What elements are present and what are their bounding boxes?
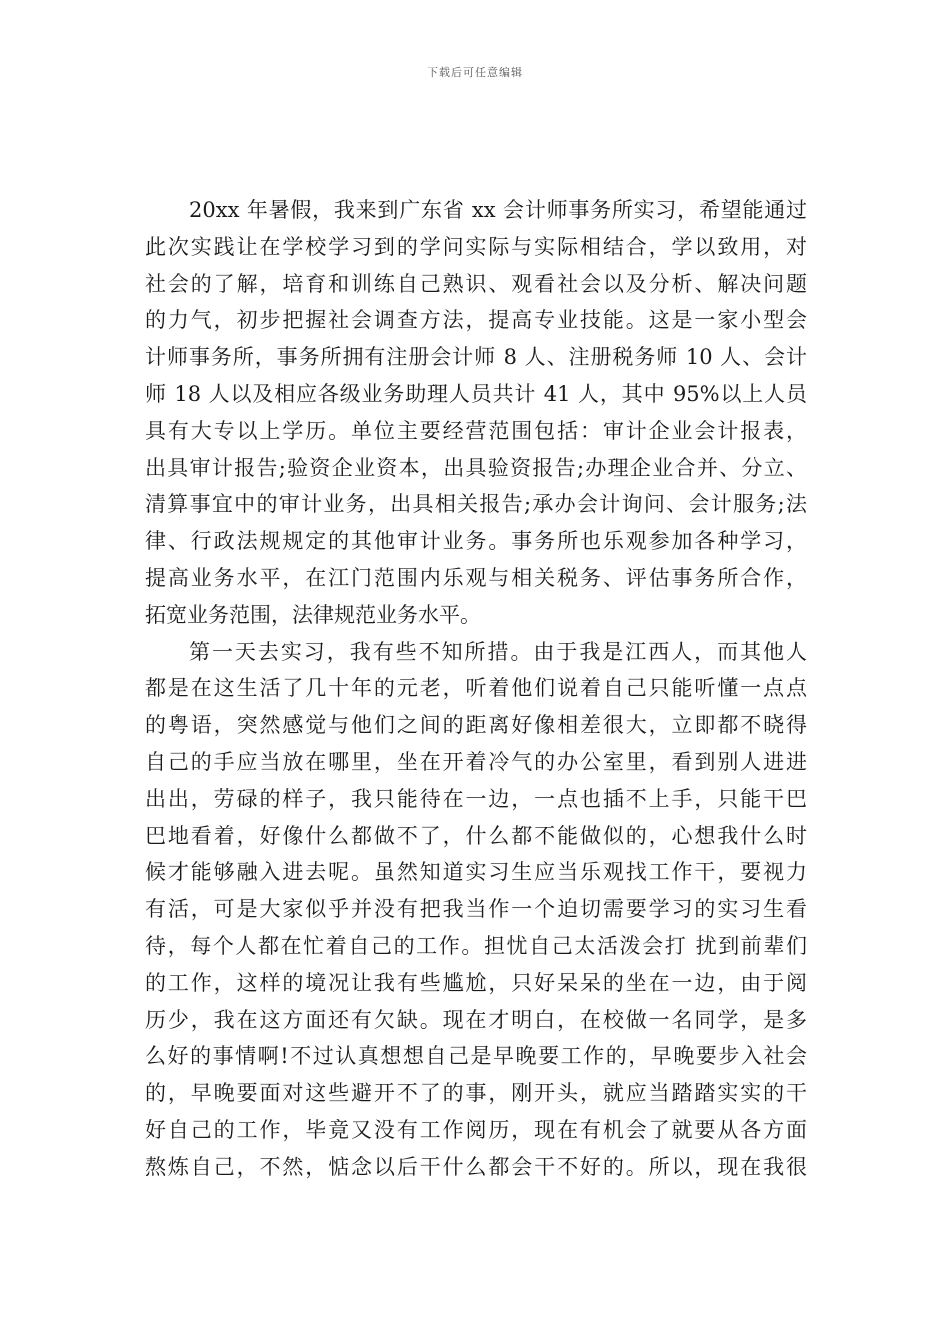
paragraph-line: 计师事务所，事务所拥有注册会计师 8 人、注册税务师 10 人、会计 xyxy=(145,345,807,370)
paragraph-line: 具有大专以上学历。单位主要经营范围包括：审计企业会计报表， xyxy=(145,418,807,443)
paragraph-2 xyxy=(145,634,807,1186)
paragraph-line: 的力气，初步把握社会调查方法，提高专业技能。这是一家小型会 xyxy=(145,308,807,333)
paragraph-line: 待，每个人都在忙着自己的工作。担忧自己太活泼会打 扰到前辈们 xyxy=(145,933,807,958)
paragraph-line: 出具审计报告;验资企业资本，出具验资报告;办理企业合并、分立、 xyxy=(145,455,807,480)
paragraph-line: 熬炼自己，不然，惦念以后干什么都会干不好的。所以，现在我很 xyxy=(145,1154,807,1179)
paragraph-line: 都是在这生活了几十年的元老，听着他们说着自己只能听懂一点点 xyxy=(145,676,807,701)
paragraph-line: 历少，我在这方面还有欠缺。现在才明白，在校做一名同学，是多 xyxy=(145,1007,807,1032)
paragraph-line: 律、行政法规规定的其他审计业务。事务所也乐观参加各种学习， xyxy=(145,529,807,554)
paragraph-line: 清算事宜中的审计业务，出具相关报告;承办会计询问、会计服务;法 xyxy=(145,492,807,517)
paragraph-line: 的工作，这样的境况让我有些尴尬，只好呆呆的坐在一边，由于阅 xyxy=(145,970,807,995)
paragraph-line: 候才能够融入进去呢。虽然知道实习生应当乐观找工作干，要视力 xyxy=(145,860,807,885)
paragraph-1 xyxy=(145,192,807,634)
paragraph-line: 此次实践让在学校学习到的学问实际与实际相结合，学以致用，对 xyxy=(145,234,807,259)
paragraph-line: 的粤语，突然感觉与他们之间的距离好像相差很大，立即都不晓得 xyxy=(145,713,807,738)
paragraph-line: 的，早晚要面对这些避开不了的事，刚开头，就应当踏踏实实的干 xyxy=(145,1081,807,1106)
page-header: 下载后可任意编辑 xyxy=(427,66,523,79)
paragraph-line: 出出，劳碌的样子，我只能待在一边，一点也插不上手，只能干巴 xyxy=(145,786,807,811)
paragraph-line: 好自己的工作，毕竟又没有工作阅历，现在有机会了就要从各方面 xyxy=(145,1117,807,1142)
paragraph-line: 巴地看着，好像什么都做不了，什么都不能做似的，心想我什么时 xyxy=(145,823,807,848)
paragraph-line: 第一天去实习，我有些不知所措。由于我是江西人，而其他人 xyxy=(189,639,807,664)
paragraph-line: 社会的了解，培育和训练自己熟识、观看社会以及分析、解决问题 xyxy=(145,271,807,296)
document-body xyxy=(145,192,807,1186)
paragraph-line: 拓宽业务范围，法律规范业务水平。 xyxy=(145,602,481,627)
paragraph-line: 提高业务水平，在江门范围内乐观与相关税务、评估事务所合作， xyxy=(145,565,807,590)
paragraph-line: 有活，可是大家似乎并没有把我当作一个迫切需要学习的实习生看 xyxy=(145,897,807,922)
paragraph-line: 自己的手应当放在哪里，坐在开着冷气的办公室里，看到别人进进 xyxy=(145,749,807,774)
paragraph-line: 么好的事情啊!不过认真想想自己是早晚要工作的，早晚要步入社会 xyxy=(145,1044,807,1069)
paragraph-line: 20xx 年暑假，我来到广东省 xx 会计师事务所实习，希望能通过 xyxy=(189,198,807,222)
paragraph-line: 师 18 人以及相应各级业务助理人员共计 41 人，其中 95%以上人员 xyxy=(145,381,807,406)
